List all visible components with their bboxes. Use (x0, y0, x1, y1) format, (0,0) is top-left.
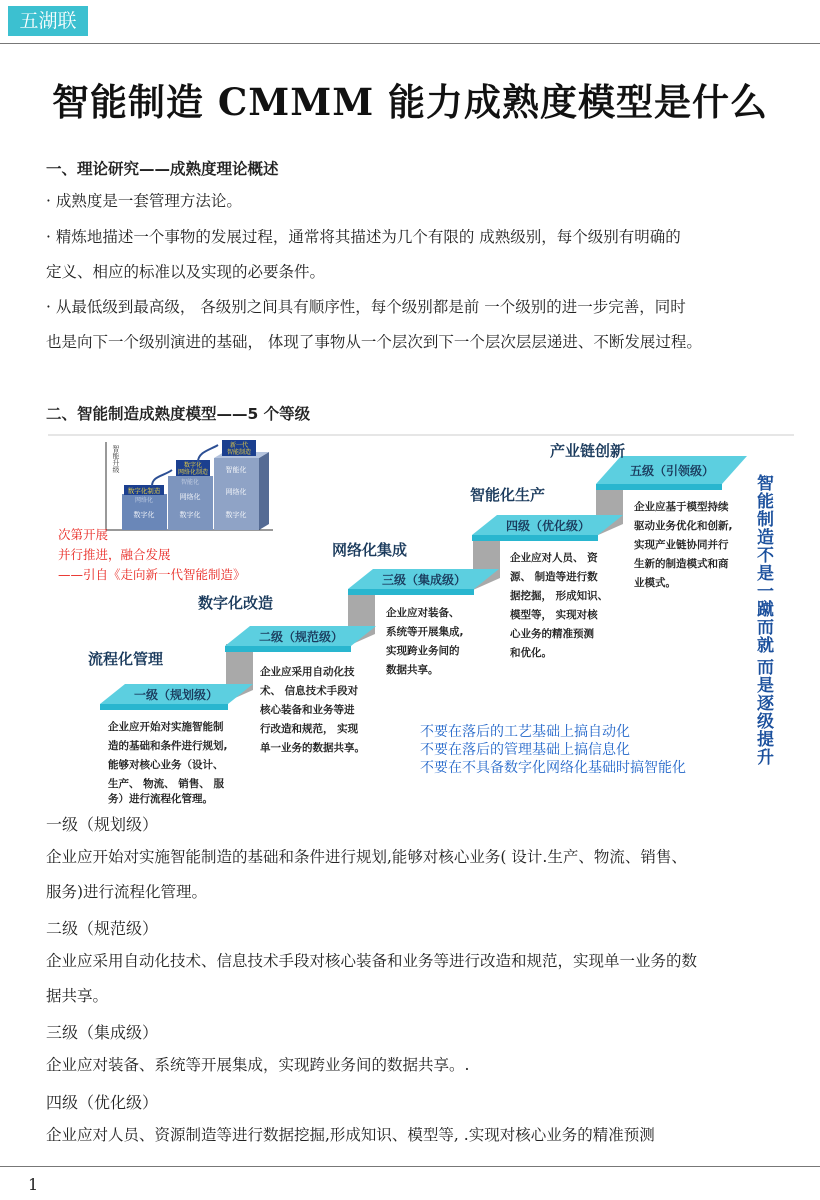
inset-cell-3: 网络化 (179, 493, 201, 501)
inset-tag-1-text: 数字化制造 (127, 487, 161, 495)
note-1: 不要在落后的工艺基础上搞自动化 (420, 724, 630, 740)
bullet-3 (46, 290, 801, 360)
brand-logo: 五湖联 (8, 6, 88, 36)
svg-text:源、 制造等进行数: 源、 制造等进行数 (510, 571, 598, 583)
section2-heading: 二、智能制造成熟度模型——5 个等级 (46, 405, 311, 423)
inset-col3-side (259, 452, 269, 530)
maturity-stairs-figure (48, 432, 798, 804)
level-2-heading: 二级（规范级） (46, 919, 159, 938)
svg-text:企业应对装备、: 企业应对装备、 (386, 607, 460, 619)
svg-text:务）进行流程化管理。: 务）进行流程化管理。 (108, 793, 213, 804)
bullet-3-line-2: 也是向下一个级别演进的基础， 体现了事物从一个层次到下一个层次层层递进、不断发展过程。 (46, 333, 702, 351)
bullet-1-line-1: · 成熟度是一套管理方法论。 (46, 192, 242, 210)
page-title: 智能制造 CMMM 能力成熟度模型是什么 (51, 80, 769, 124)
section1-heading: 一、理论研究——成熟度理论概述 (46, 160, 279, 178)
svg-text:企业应开始对实施智能制: 企业应开始对实施智能制 (108, 721, 224, 733)
stage-3-name: 网络化集成 (332, 541, 408, 559)
stage-3-badge: 三级（集成级） (381, 573, 467, 587)
stage-5-badge: 五级（引领级） (629, 464, 715, 478)
inset-tag-2-text: 数字化网络化制造 (177, 462, 209, 476)
inset-tag-3-text: 新一代智能制造 (226, 442, 252, 456)
stage-1-desc (108, 720, 228, 804)
svg-text:行改造和规范， 实现: 行改造和规范， 实现 (260, 723, 359, 735)
svg-text:实现产业链协同并行: 实现产业链协同并行 (634, 539, 729, 551)
svg-text:造的基础和条件进行规划,: 造的基础和条件进行规划, (108, 740, 228, 752)
svg-text:单一业务的数据共享。: 单一业务的数据共享。 (260, 742, 365, 754)
svg-text:业模式。: 业模式。 (634, 577, 676, 589)
level-1-line-2: 服务)进行流程化管理。 (46, 883, 208, 901)
svg-text:实现跨业务间的: 实现跨业务间的 (386, 645, 460, 657)
inset-cell-5: 网络化 (225, 488, 247, 496)
level-1-heading: 一级（规划级） (46, 815, 159, 834)
svg-text:生产、 物流、 销售、 服: 生产、 物流、 销售、 服 (108, 778, 224, 790)
inset-diagram (106, 440, 273, 530)
bullet-3-line-1: · 从最低级到最高级， 各级别之间具有顺序性，每个级别都是前 一个级别的进一步完善，同时 (46, 298, 686, 316)
svg-text:企业应采用自动化技: 企业应采用自动化技 (260, 666, 355, 678)
quote-line-2: 并行推进，融合发展 (58, 547, 171, 562)
svg-text:生新的制造模式和商: 生新的制造模式和商 (634, 558, 729, 570)
stage-1-badge: 一级（规划级） (133, 688, 219, 702)
level-4-body (46, 1118, 806, 1153)
stage-1-name: 流程化管理 (88, 650, 164, 668)
stage-2-desc (259, 665, 365, 754)
level-4-line-1: 企业应对人员、资源制造等进行数据挖掘,形成知识、模型等, .实现对核心业务的精准预测 (46, 1126, 655, 1144)
note-2: 不要在落后的管理基础上搞信息化 (420, 742, 630, 758)
inset-cell-6: 智能化 (225, 466, 247, 474)
level-1-body (46, 840, 806, 910)
level-2-line-1: 企业应采用自动化技术、信息技术手段对核心装备和业务等进行改造和规范，实现单一业务的数 (46, 952, 698, 970)
svg-text:核心装备和业务等进: 核心装备和业务等进 (260, 704, 355, 716)
quote-line-3: ——引自《走向新一代智能制造》 (58, 567, 246, 582)
side-text-1: 智能制造不是一蹴而就 (753, 474, 773, 654)
svg-text:能够对核心业务（设计、: 能够对核心业务（设计、 (108, 759, 224, 771)
header-divider (0, 43, 820, 44)
side-text-2: 而是逐级提升 (753, 658, 773, 766)
footer-divider (0, 1166, 820, 1167)
inset-axis-label: 智能升级 (112, 445, 120, 473)
level-3-body (46, 1048, 806, 1083)
bullet-2 (46, 220, 801, 290)
inset-cell-1: 数字化 (133, 511, 155, 519)
svg-text:心业务的精准预测: 心业务的精准预测 (510, 628, 594, 640)
level-2-body (46, 944, 806, 1014)
svg-text:系统等开展集成,: 系统等开展集成, (386, 626, 464, 638)
level-4-heading: 四级（优化级） (46, 1093, 159, 1112)
level-3-line-1: 企业应对装备、系统等开展集成，实现跨业务间的数据共享。. (46, 1056, 470, 1074)
bullet-2-line-2: 定义、相应的标准以及实现的必要条件。 (46, 263, 326, 281)
inset-cell-light-2: 智能化 (180, 479, 200, 486)
svg-text:术、 信息技术手段对: 术、 信息技术手段对 (260, 685, 359, 697)
svg-text:据挖掘， 形成知识、: 据挖掘， 形成知识、 (510, 590, 609, 602)
stage-3-desc (386, 606, 464, 676)
level-1-line-1: 企业应开始对实施智能制造的基础和条件进行规划,能够对核心业务( 设计.生产、物流、销售、 (46, 848, 687, 866)
svg-text:企业应对人员、 资: 企业应对人员、 资 (510, 552, 598, 564)
quote-line-1: 次第开展 (58, 527, 109, 542)
stage-4-name: 智能化生产 (470, 486, 546, 504)
svg-text:和优化。: 和优化。 (510, 647, 552, 659)
svg-text:驱动业务优化和创新,: 驱动业务优化和创新, (634, 520, 733, 532)
inset-cell-2: 数字化 (179, 511, 201, 519)
page-number: 1 (28, 1175, 39, 1194)
level-3-heading: 三级（集成级） (46, 1023, 159, 1042)
svg-text:企业应基于模型持续: 企业应基于模型持续 (634, 501, 729, 513)
note-3: 不要在不具备数字化网络化基础时搞智能化 (420, 760, 686, 776)
svg-text:数据共享。: 数据共享。 (386, 664, 439, 676)
inset-cell-4: 数字化 (225, 511, 247, 519)
stage-5-name: 产业链创新 (550, 442, 626, 460)
svg-text:模型等， 实现对核: 模型等， 实现对核 (510, 609, 598, 621)
stage-2-badge: 二级（规范级） (258, 630, 344, 644)
stage-5-desc (634, 500, 733, 589)
bullet-2-line-1: · 精炼地描述一个事物的发展过程，通常将其描述为几个有限的 成熟级别，每个级别有明确的 (46, 228, 681, 246)
stage-4-desc (509, 551, 608, 659)
stage-2-name: 数字化改造 (198, 594, 274, 612)
level-2-line-2: 据共享。 (46, 987, 109, 1005)
inset-cell-light-1: 网络化 (134, 497, 154, 504)
bullet-1 (46, 184, 801, 219)
stage-4-badge: 四级（优化级） (505, 519, 591, 533)
